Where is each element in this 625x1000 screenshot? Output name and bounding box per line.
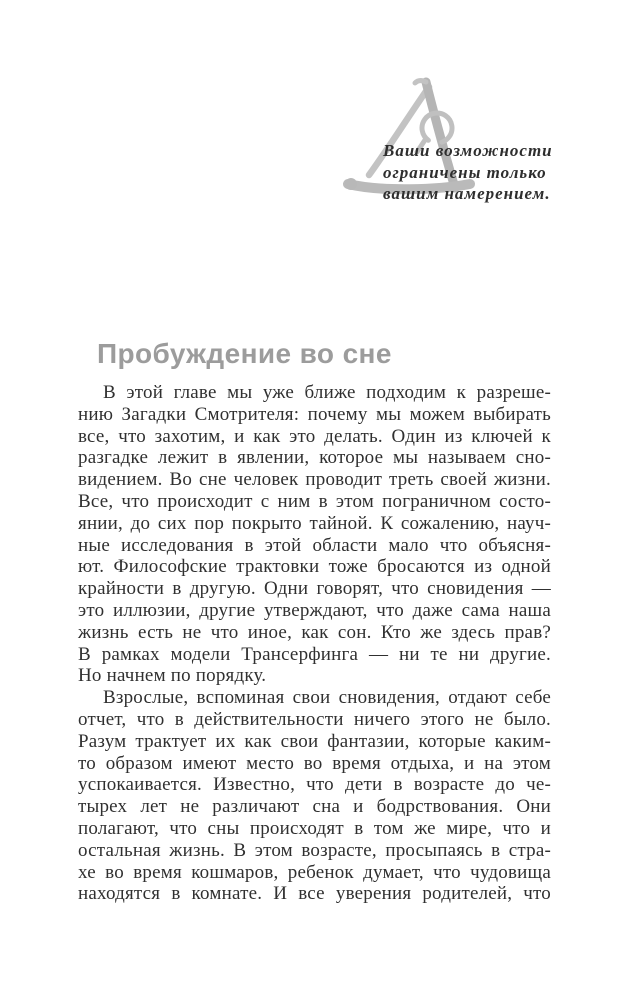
body-line: Взрослые, вспоминая свои сновидения, отдают себе [103, 687, 551, 709]
body-line: жизнь есть не что иное, как сон. Кто же здесь прав? [78, 621, 551, 643]
body-line: видением. Во сне человек проводит треть своей жизни. [78, 469, 551, 491]
body-line: то образом имеют место во время отдыха, и на этом [78, 752, 551, 774]
body-line: тырех лет не различают сна и бодрствования. Они [78, 796, 551, 818]
body-line: разгадке лежит в явлении, которое мы называем сно- [78, 447, 551, 469]
chapter-title: Пробуждение во сне [97, 338, 392, 369]
body-line: все, что захотим, и как это делать. Один из ключей к [78, 425, 551, 447]
body-line: крайности в другую. Одни говорят, что сновидения — [78, 578, 551, 600]
body-line: успокаивается. Известно, что дети в возрасте до че- [78, 774, 551, 796]
body-line: Все, что происходит с ним в этом пограничном состо- [78, 490, 551, 512]
body-line: отчет, что в действительности ничего этого не было. [78, 708, 551, 730]
body-line: нию Загадки Смотрителя: почему мы можем выбирать [78, 403, 551, 425]
epigraph-line: вашим намерением. [383, 184, 551, 203]
body-line: В этой главе мы уже ближе подходим к разреше- [103, 382, 551, 403]
epigraph-line: Ваши возможности [383, 141, 553, 160]
epigraph-line: ограничены только [383, 162, 547, 182]
body-line: Но начнем по порядку. [78, 665, 267, 687]
body-line: остальная жизнь. В этом возрасте, просыпаясь в стра- [78, 839, 551, 861]
body-line: ют. Философские трактовки тоже бросаются из одной [78, 556, 551, 578]
body-line: находятся в комнате. И все уверения родителей, что [78, 883, 551, 905]
body-line: это иллюзии, другие утверждают, что даже сама наша [78, 599, 551, 621]
body-line: полагают, что сны происходят в том же мире, что и [78, 817, 551, 839]
body-line: янии, до сих пор покрыто тайной. К сожалению, науч- [78, 512, 551, 534]
body-line: В рамках модели Трансерфинга — ни те ни другие. [78, 643, 551, 665]
body-line: ные исследования в этой области мало что объясня- [78, 534, 551, 556]
epigraph [383, 140, 583, 205]
body-line: Разум трактует их как свои фантазии, которые каким- [78, 730, 551, 752]
body-line: хе во время кошмаров, ребенок думает, что чудовища [78, 861, 551, 883]
body-text [78, 382, 551, 905]
